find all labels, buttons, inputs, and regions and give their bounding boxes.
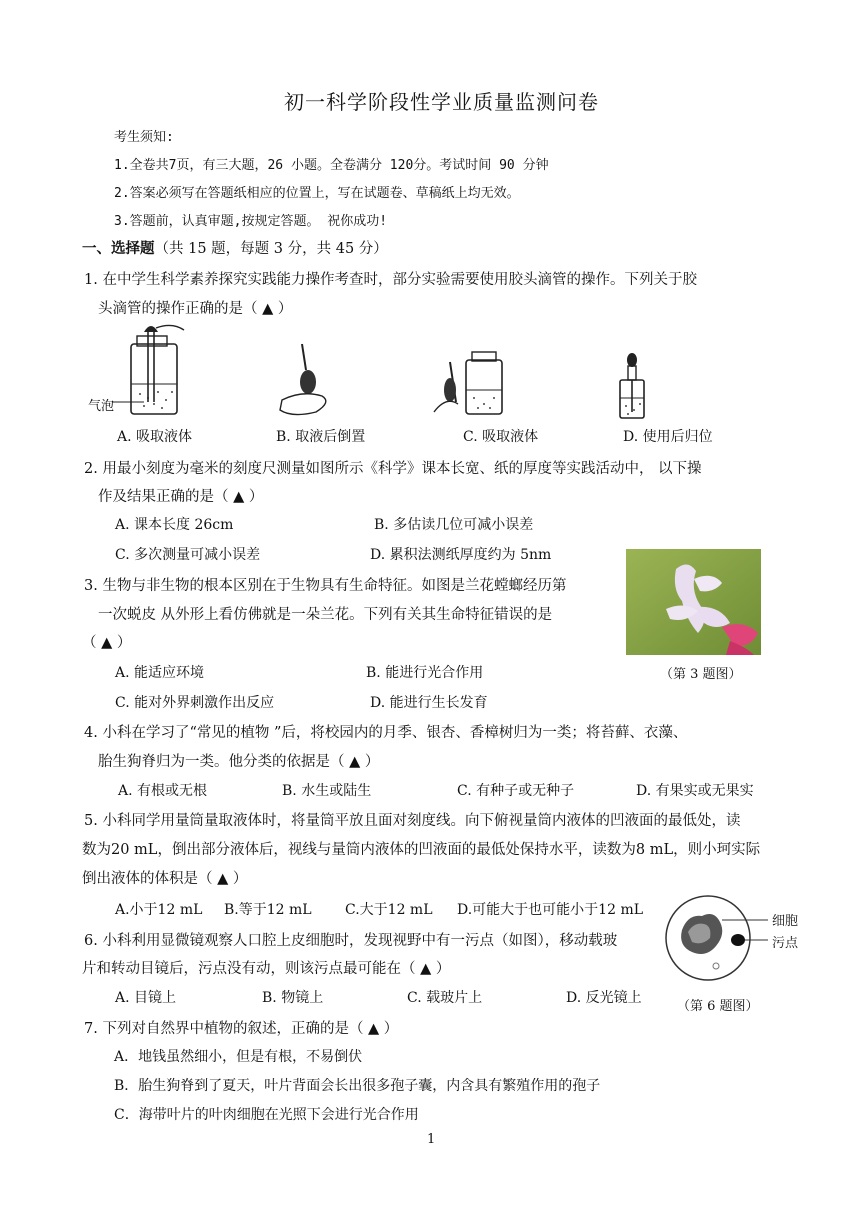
option-b: B. 多估读几位可减小误差 <box>374 517 534 533</box>
option-a: A. 能适应环境 <box>115 665 205 681</box>
option-b: B.等于12 mL <box>224 902 312 918</box>
question-3-line: 一次蜕皮 从外形上看仿佛就是一朵兰花。下列有关其生命特征错误的是 <box>98 607 553 623</box>
option-c: C. 载玻片上 <box>407 990 483 1006</box>
option-b: B．胎生狗脊到了夏天，叶片背面会长出很多孢子囊，内含具有繁殖作用的孢子 <box>114 1078 601 1094</box>
option-b: B. 取液后倒置 <box>276 429 366 445</box>
option-c: C. 能对外界刺激作出反应 <box>115 695 275 711</box>
section-heading <box>82 237 388 258</box>
option-d: D. 使用后归位 <box>623 429 713 445</box>
option-d: D. 有果实或无果实 <box>636 783 754 799</box>
option-c: C. 吸取液体 <box>463 429 539 445</box>
option-d: D. 反光镜上 <box>566 990 642 1006</box>
dropper-figure-c <box>428 350 508 420</box>
dropper-figure-d <box>612 352 652 422</box>
option-a: A.小于12 mL <box>115 902 203 918</box>
notice-item: 2.答案必须写在答题纸相应的位置上，写在试题卷、草稿纸上均无效。 <box>114 186 520 201</box>
question-6-line: 6. 小科利用显微镜观察人口腔上皮细胞时，发现视野中有一污点（如图），移动载玻 <box>84 933 618 949</box>
dropper-figure-b <box>272 340 342 420</box>
question-5-line: 倒出液体的体积是（ ▲ ） <box>82 871 248 887</box>
option-d: D. 累积法测纸厚度约为 5nm <box>370 547 552 563</box>
question-1-line: 头滴管的操作正确的是（ ▲ ） <box>98 301 293 317</box>
question-3-line: 3. 生物与非生物的根本区别在于生物具有生命特征。如图是兰花螳螂经历第 <box>84 578 567 594</box>
question-2-line: 作及结果正确的是（ ▲ ） <box>98 489 264 505</box>
notice-heading: 考生须知: <box>114 130 174 145</box>
question-4-line: 4. 小科在学习了“常见的植物 ”后，将校园内的月季、银杏、香樟树归为一类；将苔藓、衣藻、 <box>84 725 688 741</box>
question-6-line: 片和转动目镜后，污点没有动，则该污点最可能在（ ▲ ） <box>82 961 451 977</box>
notice-item: 3.答题前，认真审题,按规定答题。 祝你成功! <box>114 214 388 229</box>
label-cell: 细胞 <box>772 914 799 929</box>
option-d: D.可能大于也可能小于12 mL <box>457 902 644 918</box>
section-label: 一、选择题 <box>82 240 155 257</box>
figure-caption: （第 3 题图） <box>660 667 742 682</box>
bubble-label: 气泡 <box>88 399 115 414</box>
question-1-line: 1. 在中学生科学素养探究实践能力操作考查时，部分实验需要使用胶头滴管的操作。下列关于胶 <box>84 272 697 288</box>
page-number: 1 <box>427 1132 436 1147</box>
option-a: A. 有根或无根 <box>118 783 208 799</box>
option-c: C. 多次测量可减小误差 <box>115 547 261 563</box>
option-c: C. 有种子或无种子 <box>457 783 575 799</box>
notice-item: 1.全卷共7页，有三大题，26 小题。全卷满分 120分。考试时间 90 分钟 <box>114 158 549 173</box>
option-c: C．海带叶片的叶肉细胞在光照下会进行光合作用 <box>114 1107 419 1123</box>
label-spot: 污点 <box>772 936 799 951</box>
page-title: 初一科学阶段性学业质量监测问卷 <box>284 90 599 114</box>
figure-caption: （第 6 题图） <box>677 999 759 1014</box>
option-a: A. 吸取液体 <box>117 429 193 445</box>
question-5-line: 5. 小科同学用量筒量取液体时，将量筒平放且面对刻度线。向下俯视量筒内液体的凹液面的最低处，读 <box>84 813 741 829</box>
question-3-line: （ ▲ ） <box>82 635 132 651</box>
microscope-view-figure <box>664 892 768 984</box>
section-desc: （共 15 题，每题 3 分，共 45 分） <box>154 241 388 257</box>
option-a: A．地钱虽然细小，但是有根，不易倒伏 <box>114 1049 363 1065</box>
option-b: B. 物镜上 <box>262 990 324 1006</box>
question-7-line: 7. 下列对自然界中植物的叙述，正确的是（ ▲ ） <box>84 1021 399 1037</box>
option-c: C.大于12 mL <box>345 902 433 918</box>
option-b: B. 水生或陆生 <box>282 783 372 799</box>
option-d: D. 能进行生长发育 <box>370 695 488 711</box>
orchid-mantis-photo <box>626 549 761 655</box>
option-a: A. 课本长度 26cm <box>115 517 234 533</box>
question-5-line: 数为20 mL，倒出部分液体后，视线与量筒内液体的凹液面的最低处保持水平，读数为8 mL，则小珂实际 <box>82 842 761 858</box>
option-a: A. 目镜上 <box>115 990 177 1006</box>
question-2-line: 2. 用最小刻度为毫米的刻度尺测量如图所示《科学》课本长宽、纸的厚度等实践活动中， 以下操 <box>84 461 702 477</box>
question-4-line: 胎生狗脊归为一类。他分类的依据是（ ▲ ） <box>98 754 380 770</box>
option-b: B. 能进行光合作用 <box>366 665 484 681</box>
